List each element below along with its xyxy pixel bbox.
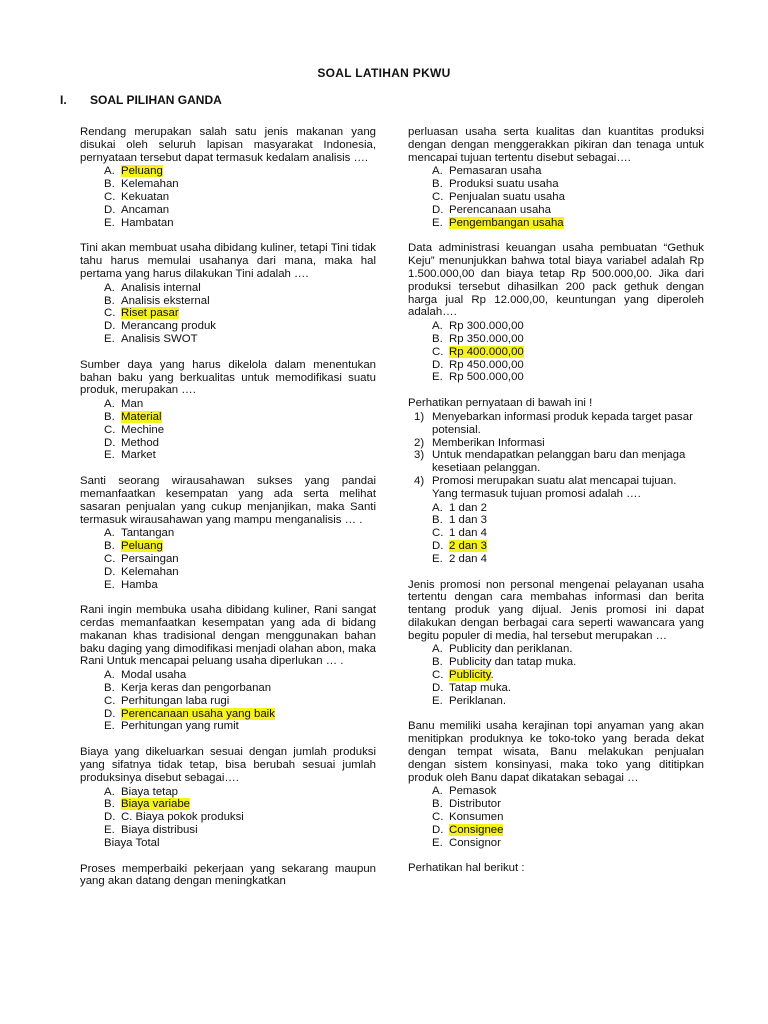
option-letter: B. — [104, 294, 115, 307]
answer-option[interactable] — [432, 371, 704, 384]
option-list — [104, 786, 376, 837]
option-letter: B. — [104, 798, 115, 811]
option-list — [432, 643, 704, 707]
option-text: Mechine — [121, 423, 165, 436]
option-text-highlighted: 2 dan 3 — [449, 539, 488, 552]
option-letter: D. — [104, 811, 116, 824]
option-text: Kekuatan — [121, 190, 170, 203]
option-letter: B. — [104, 540, 115, 553]
option-letter: D. — [104, 565, 116, 578]
option-letter: D. — [432, 358, 444, 371]
option-letter: D. — [104, 707, 116, 720]
answer-option[interactable] — [104, 566, 376, 579]
option-text: Persaingan — [121, 552, 179, 565]
section-title: SOAL PILIHAN GANDA — [90, 93, 222, 107]
statement-number: 2) — [414, 436, 425, 449]
question-item — [408, 242, 704, 384]
option-text: Modal usaha — [121, 669, 187, 682]
question-stem: Data administrasi keuangan usaha pembuatan “Gethuk Keju” menunjukkan bahwa total biaya variabel adalah Rp 1.500.000,00 dan biaya tetap Rp 500.000,00. Jika dari produksi tersebut dihasilkan 200 pack gethuk dengan harga jual Rp 12.000,00, keuntungan yang diperoleh adalah…. — [408, 242, 704, 319]
option-text: Perhitungan laba rugi — [121, 694, 230, 707]
option-text: Biaya tetap — [121, 785, 178, 798]
option-text-highlighted: Biaya variabe — [121, 798, 191, 811]
answer-option[interactable] — [432, 359, 704, 372]
option-text: Publicity dan tatap muka. — [449, 656, 577, 669]
option-letter: A. — [432, 320, 443, 333]
option-letter: C. — [432, 527, 444, 540]
answer-option[interactable] — [104, 669, 376, 682]
option-letter: E. — [432, 836, 443, 849]
statement-number: 4) — [414, 474, 425, 487]
answer-option[interactable] — [432, 514, 704, 527]
option-text-highlighted: Peluang — [121, 165, 163, 178]
option-text: Rp 450.000,00 — [449, 358, 524, 371]
option-text: Distributor — [449, 798, 501, 811]
answer-option[interactable] — [432, 320, 704, 333]
option-letter: C. — [432, 669, 444, 682]
section-number: I. — [60, 93, 67, 107]
answer-option[interactable] — [104, 695, 376, 708]
option-text: Konsumen — [449, 811, 504, 824]
option-list — [104, 282, 376, 346]
option-text: Pemasaran usaha — [449, 165, 542, 178]
extra-option-text: Biaya Total — [104, 836, 160, 849]
option-list — [432, 785, 704, 849]
option-letter: A. — [104, 281, 115, 294]
option-letter: C. — [432, 345, 444, 358]
option-letter: D. — [104, 203, 116, 216]
statement-text: Memberikan Informasi — [432, 436, 545, 449]
option-letter: A. — [432, 785, 443, 798]
question-item — [80, 746, 376, 849]
answer-option[interactable] — [432, 346, 704, 359]
option-text-highlighted: Rp 400.000,00 — [449, 345, 524, 358]
option-letter: B. — [432, 514, 443, 527]
answer-option[interactable] — [104, 449, 376, 462]
right-column — [408, 126, 704, 888]
answer-option[interactable] — [432, 824, 704, 837]
option-letter: E. — [104, 720, 115, 733]
answer-option[interactable] — [432, 695, 704, 708]
option-text: Method — [121, 436, 159, 449]
answer-option[interactable] — [104, 811, 376, 824]
option-letter: A. — [104, 669, 115, 682]
statement-text: Untuk mendapatkan pelanggan baru dan menjaga kesetiaan pelanggan. — [432, 449, 686, 475]
answer-option[interactable] — [104, 786, 376, 799]
page-title: SOAL LATIHAN PKWU — [317, 66, 451, 80]
answer-option[interactable] — [432, 656, 704, 669]
option-text: Rp 350.000,00 — [449, 332, 524, 345]
answer-option[interactable] — [432, 333, 704, 346]
answer-option[interactable] — [432, 785, 704, 798]
answer-option[interactable] — [432, 682, 704, 695]
option-letter: C. — [104, 190, 116, 203]
option-text: Perhitungan yang rumit — [121, 720, 239, 733]
answer-option[interactable] — [104, 191, 376, 204]
option-letter: B. — [432, 332, 443, 345]
answer-option[interactable] — [104, 217, 376, 230]
option-text-highlighted: Perencanaan usaha yang baik — [121, 707, 275, 720]
question-item — [80, 126, 376, 229]
question-stem: Santi seorang wirausahawan sukses yang pandai memanfaatkan kesempatan yang ada serta melihat sasaran penjualan yang cukup menjanjikan, maka Santi termasuk wirausahawan yang mampu menganalisis … . — [80, 475, 376, 526]
answer-option[interactable] — [104, 798, 376, 811]
answer-option[interactable] — [432, 217, 704, 230]
option-letter: E. — [104, 449, 115, 462]
question-stem: Rendang merupakan salah satu jenis makanan yang disukai oleh seluruh lapisan masyarakat Indonesia, pernyataan tersebut dapat termasuk kedalam analisis …. — [80, 126, 376, 164]
question-item — [408, 126, 704, 229]
option-list — [104, 527, 376, 591]
option-letter: C. — [104, 307, 116, 320]
answer-option[interactable] — [432, 191, 704, 204]
statement-item — [414, 437, 704, 450]
statement-text: Menyebarkan informasi produk kepada target pasar potensial. — [432, 410, 693, 436]
option-letter: E. — [104, 216, 115, 229]
option-letter: D. — [104, 320, 116, 333]
option-letter: B. — [104, 410, 115, 423]
option-list — [432, 502, 704, 566]
question-item — [80, 359, 376, 462]
answer-option[interactable] — [432, 502, 704, 515]
answer-option[interactable] — [104, 708, 376, 721]
answer-option[interactable] — [104, 282, 376, 295]
question-stem: Jenis promosi non personal mengenai pelayanan usaha tertentu dengan cara membahas informasi dan berita tentang produk yang dijual. Jenis promosi ini dapat dilakukan dengan berbagai cara seperti wawancara yang begitu populer di media, hal tersebut merupakan … — [408, 578, 704, 642]
option-letter: D. — [104, 436, 116, 449]
option-letter: E. — [432, 552, 443, 565]
question-item — [408, 720, 704, 849]
answer-option[interactable] — [432, 669, 704, 682]
statement-item — [414, 411, 704, 437]
option-text: Merancang produk — [121, 320, 216, 333]
answer-option[interactable] — [104, 579, 376, 592]
option-letter: E. — [104, 578, 115, 591]
answer-option[interactable] — [104, 295, 376, 308]
question-item — [408, 579, 704, 708]
option-text: 1 dan 2 — [449, 501, 488, 514]
option-text-highlighted: Publicity — [449, 669, 491, 682]
question-item — [80, 242, 376, 345]
option-text: Consignor — [449, 836, 501, 849]
statement-text: Promosi merupakan suatu alat mencapai tujuan. Yang termasuk tujuan promosi adalah …. — [432, 474, 677, 500]
option-letter: B. — [432, 798, 443, 811]
option-letter: B. — [104, 178, 115, 191]
option-list — [432, 165, 704, 229]
question-stem: perluasan usaha serta kualitas dan kuantitas produksi dengan dengan menggerakkan pikiran dan tenaga untuk mencapai tujuan tertentu disebut sebagai…. — [408, 126, 704, 164]
answer-option[interactable] — [104, 553, 376, 566]
answer-option[interactable] — [432, 204, 704, 217]
option-text: Analisis eksternal — [121, 294, 210, 307]
option-letter: B. — [104, 682, 115, 695]
option-suffix: . — [490, 669, 494, 682]
option-text: Hambatan — [121, 216, 174, 229]
answer-option[interactable] — [432, 837, 704, 850]
question-stem: Proses memperbaiki pekerjaan yang sekarang maupun yang akan datang dengan meningkatkan — [80, 862, 376, 888]
question-stem: Biaya yang dikeluarkan sesuai dengan jumlah produksi yang sifatnya tidak tetap, bisa berubah sesuai jumlah produksinya disebut sebagai…. — [80, 746, 376, 784]
answer-option[interactable] — [432, 165, 704, 178]
question-stem: Perhatikan hal berikut : — [408, 862, 525, 875]
option-letter: C. — [104, 423, 116, 436]
answer-option[interactable] — [104, 178, 376, 191]
answer-option[interactable] — [104, 204, 376, 217]
answer-option[interactable] — [432, 527, 704, 540]
option-text: Biaya distribusi — [121, 824, 198, 837]
left-column — [80, 126, 376, 901]
option-text-highlighted: Consignee — [449, 823, 504, 836]
option-text: Analisis SWOT — [121, 332, 198, 345]
option-text: Ancaman — [121, 203, 170, 216]
question-item — [408, 397, 704, 565]
answer-option[interactable] — [104, 682, 376, 695]
answer-option[interactable] — [104, 527, 376, 540]
answer-option[interactable] — [104, 333, 376, 346]
option-letter: B. — [432, 178, 443, 191]
option-letter: E. — [432, 371, 443, 384]
section-heading — [60, 94, 222, 107]
option-letter: A. — [104, 165, 115, 178]
option-text: Analisis internal — [121, 281, 201, 294]
option-text: Periklanan. — [449, 694, 506, 707]
answer-option[interactable] — [104, 411, 376, 424]
option-letter: E. — [104, 332, 115, 345]
option-letter: A. — [432, 643, 443, 656]
option-list — [104, 669, 376, 733]
option-letter: D. — [432, 203, 444, 216]
answer-option[interactable] — [104, 320, 376, 333]
option-text: Perencanaan usaha — [449, 203, 551, 216]
question-item — [80, 604, 376, 733]
answer-option[interactable] — [432, 811, 704, 824]
answer-option[interactable] — [432, 553, 704, 566]
answer-option[interactable] — [104, 424, 376, 437]
option-letter: C. — [432, 190, 444, 203]
option-letter: A. — [104, 398, 115, 411]
answer-option[interactable] — [104, 437, 376, 450]
option-text: Hamba — [121, 578, 158, 591]
option-text: Pemasok — [449, 785, 497, 798]
option-text-highlighted: Peluang — [121, 540, 163, 553]
option-text: Rp 500.000,00 — [449, 371, 524, 384]
answer-option[interactable] — [432, 643, 704, 656]
option-list — [104, 165, 376, 229]
option-text: Rp 300.000,00 — [449, 320, 524, 333]
option-letter: C. — [432, 811, 444, 824]
option-text: C. Biaya pokok produksi — [121, 811, 244, 824]
option-letter: E. — [104, 824, 115, 837]
option-letter: A. — [432, 501, 443, 514]
option-letter: A. — [432, 165, 443, 178]
option-list — [104, 398, 376, 462]
answer-option[interactable] — [104, 165, 376, 178]
option-text: 1 dan 3 — [449, 514, 488, 527]
answer-option[interactable] — [104, 720, 376, 733]
question-stem: Sumber daya yang harus dikelola dalam menentukan bahan baku yang berkualitas untuk memodifikasi suatu produk, merupakan …. — [80, 358, 376, 397]
option-text: Kelemahan — [121, 178, 179, 191]
option-letter: A. — [104, 785, 115, 798]
question-item — [80, 475, 376, 591]
answer-option[interactable] — [104, 307, 376, 320]
answer-option[interactable] — [432, 798, 704, 811]
option-text: Market — [121, 449, 156, 462]
option-letter: B. — [432, 656, 443, 669]
question-stem: Banu memiliki usaha kerajinan topi anyaman yang akan menitipkan produknya ke toko-toko yang berada dekat dengan tempat wisata, Banu melakukan penjualan dengan sistem konsinyasi, maka toko yang dititipkan produk oleh Banu dapat dikatakan sebagai … — [408, 720, 704, 784]
option-letter: C. — [104, 694, 116, 707]
question-stem: Perhatikan pernyataan di bawah ini ! — [408, 397, 593, 410]
statement-number: 1) — [414, 410, 425, 423]
statement-item — [414, 449, 704, 475]
statement-item — [414, 475, 704, 501]
option-letter: D. — [432, 681, 444, 694]
option-letter: A. — [104, 527, 115, 540]
option-text: Produksi suatu usaha — [449, 178, 559, 191]
answer-option[interactable] — [432, 178, 704, 191]
question-item — [80, 863, 376, 889]
option-text-highlighted: Riset pasar — [121, 307, 179, 320]
option-text-highlighted: Material — [121, 410, 162, 423]
option-letter: C. — [104, 552, 116, 565]
question-item — [408, 862, 704, 875]
option-letter: E. — [432, 694, 443, 707]
option-text: Tatap muka. — [449, 681, 512, 694]
option-text: Tantangan — [121, 527, 175, 540]
option-text-highlighted: Pengembangan usaha — [449, 216, 564, 229]
option-letter: D. — [432, 539, 444, 552]
option-text: Publicity dan periklanan. — [449, 643, 573, 656]
statement-list — [414, 411, 704, 501]
option-letter: D. — [432, 823, 444, 836]
option-text: Kelemahan — [121, 565, 179, 578]
option-text: 1 dan 4 — [449, 527, 488, 540]
option-text: Kerja keras dan pengorbanan — [121, 682, 272, 695]
statement-number: 3) — [414, 449, 425, 462]
option-text: Man — [121, 398, 144, 411]
option-list — [432, 320, 704, 384]
answer-option[interactable] — [104, 824, 376, 837]
answer-option[interactable] — [104, 540, 376, 553]
option-letter: E. — [432, 216, 443, 229]
answer-option[interactable] — [432, 540, 704, 553]
answer-option[interactable] — [104, 398, 376, 411]
question-stem: Tini akan membuat usaha dibidang kuliner, tetapi Tini tidak tahu harus memulai usahanya dari mana, maka hal pertama yang harus dilakukan Tini adalah …. — [80, 242, 376, 280]
option-text: Penjualan suatu usaha — [449, 190, 565, 203]
option-text: 2 dan 4 — [449, 552, 488, 565]
question-stem: Rani ingin membuka usaha dibidang kuliner, Rani sangat cerdas memanfaatkan kesempatan yang ada di bidang makanan khas tradisional dengan menggunakan bahan baku daging yang dimodifikasi menjadi olahan abon, maka Rani Untuk mencapai peluang usaha diperlukan … . — [80, 604, 376, 668]
